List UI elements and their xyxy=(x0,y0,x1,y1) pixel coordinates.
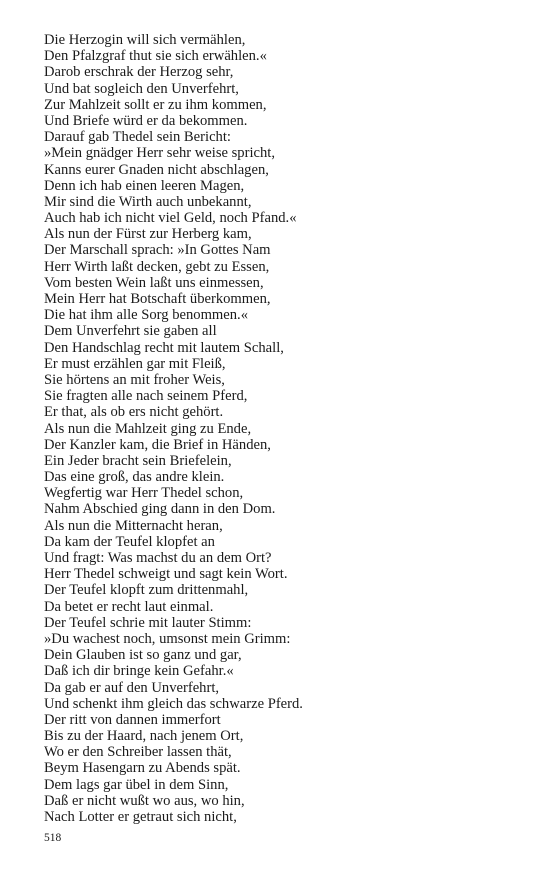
verse-line: Er that, als ob ers nicht gehört. xyxy=(44,404,224,421)
verse-line: Und Briefe würd er da bekommen. xyxy=(44,112,248,129)
verse-line: Wegfertig war Herr Thedel schon, xyxy=(44,485,244,502)
verse-line: Darob erschrak der Herzog sehr, xyxy=(44,64,234,81)
verse-line: »Mein gnädger Herr sehr weise spricht, xyxy=(44,145,275,162)
verse-line: Kanns eurer Gnaden nicht abschlagen, xyxy=(44,161,269,178)
verse-line: Auch hab ich nicht viel Geld, noch Pfand.« xyxy=(44,210,297,227)
verse-line: Herr Thedel schweigt und sagt kein Wort. xyxy=(44,566,288,583)
verse-line: Die Herzogin will sich vermählen, xyxy=(44,32,246,48)
verse-line: Dem lags gar übel in dem Sinn, xyxy=(44,776,229,793)
verse-line: Nach Lotter er getraut sich nicht, xyxy=(44,809,237,825)
verse-line: Wo er den Schreiber lassen thät, xyxy=(44,744,232,761)
verse-line: Nahm Abschied ging dann in den Dom. xyxy=(44,501,276,518)
verse-line: Da kam der Teufel klopfet an xyxy=(44,533,215,550)
verse-line: Zur Mahlzeit sollt er zu ihm kommen, xyxy=(44,96,267,113)
verse-line: Dem Unverfehrt sie gaben all xyxy=(44,323,217,340)
verse-line: Daß ich dir bringe kein Gefahr.« xyxy=(44,663,234,680)
verse-line: »Du wachest noch, umsonst mein Grimm: xyxy=(44,630,291,647)
verse-line: Er must erzählen gar mit Fleiß, xyxy=(44,355,226,372)
verse-line: Ein Jeder bracht sein Briefelein, xyxy=(44,452,232,469)
verse-line: Der Marschall sprach: »In Gottes Nam xyxy=(44,242,271,259)
verse-line: Bis zu der Haard, nach jenem Ort, xyxy=(44,728,244,745)
verse-line: Daß er nicht wußt wo aus, wo hin, xyxy=(44,792,245,809)
verse-line: Und bat sogleich den Unverfehrt, xyxy=(44,80,239,97)
verse-line: Und schenkt ihm gleich das schwarze Pferd. xyxy=(44,695,303,712)
verse-line: Vom besten Wein laßt uns einmessen, xyxy=(44,274,264,291)
page-number: 518 xyxy=(44,832,62,844)
verse-line: Darauf gab Thedel sein Bericht: xyxy=(44,129,231,146)
verse-line: Der ritt von dannen immerfort xyxy=(44,711,221,728)
verse-line: Das eine groß, das andre klein. xyxy=(44,469,225,486)
verse-line: Die hat ihm alle Sorg benommen.« xyxy=(44,307,249,324)
verse-line: Als nun die Mitternacht heran, xyxy=(44,517,223,534)
verse-line: Beym Hasengarn zu Abends spät. xyxy=(44,760,241,777)
verse-line: Mir sind die Wirth auch unbekannt, xyxy=(44,193,252,210)
verse-line: Den Handschlag recht mit lautem Schall, xyxy=(44,339,284,356)
verse-line: Der Teufel schrie mit lauter Stimm: xyxy=(44,614,252,631)
verse-line: Als nun die Mahlzeit ging zu Ende, xyxy=(44,420,252,437)
verse-line: Der Teufel klopft zum drittenmahl, xyxy=(44,582,249,599)
verse-line: Sie fragten alle nach seinem Pferd, xyxy=(44,388,248,405)
verse-line: Mein Herr hat Botschaft überkommen, xyxy=(44,291,271,307)
verse-line: Dein Glauben ist so ganz und gar, xyxy=(44,647,242,664)
verse-line: Den Pfalzgraf thut sie sich erwählen.« xyxy=(44,48,267,65)
poem-text xyxy=(44,32,303,825)
verse-line: Denn ich hab einen leeren Magen, xyxy=(44,177,245,194)
verse-line: Da gab er auf den Unverfehrt, xyxy=(44,679,220,696)
verse-line: Der Kanzler kam, die Brief in Händen, xyxy=(44,436,271,453)
verse-line: Und fragt: Was machst du an dem Ort? xyxy=(44,550,272,566)
verse-line: Herr Wirth laßt decken, gebt zu Essen, xyxy=(44,258,270,275)
verse-line: Da betet er recht laut einmal. xyxy=(44,598,214,615)
verse-line: Als nun der Fürst zur Herberg kam, xyxy=(44,226,252,243)
verse-line: Sie hörtens an mit froher Weis, xyxy=(44,371,225,388)
